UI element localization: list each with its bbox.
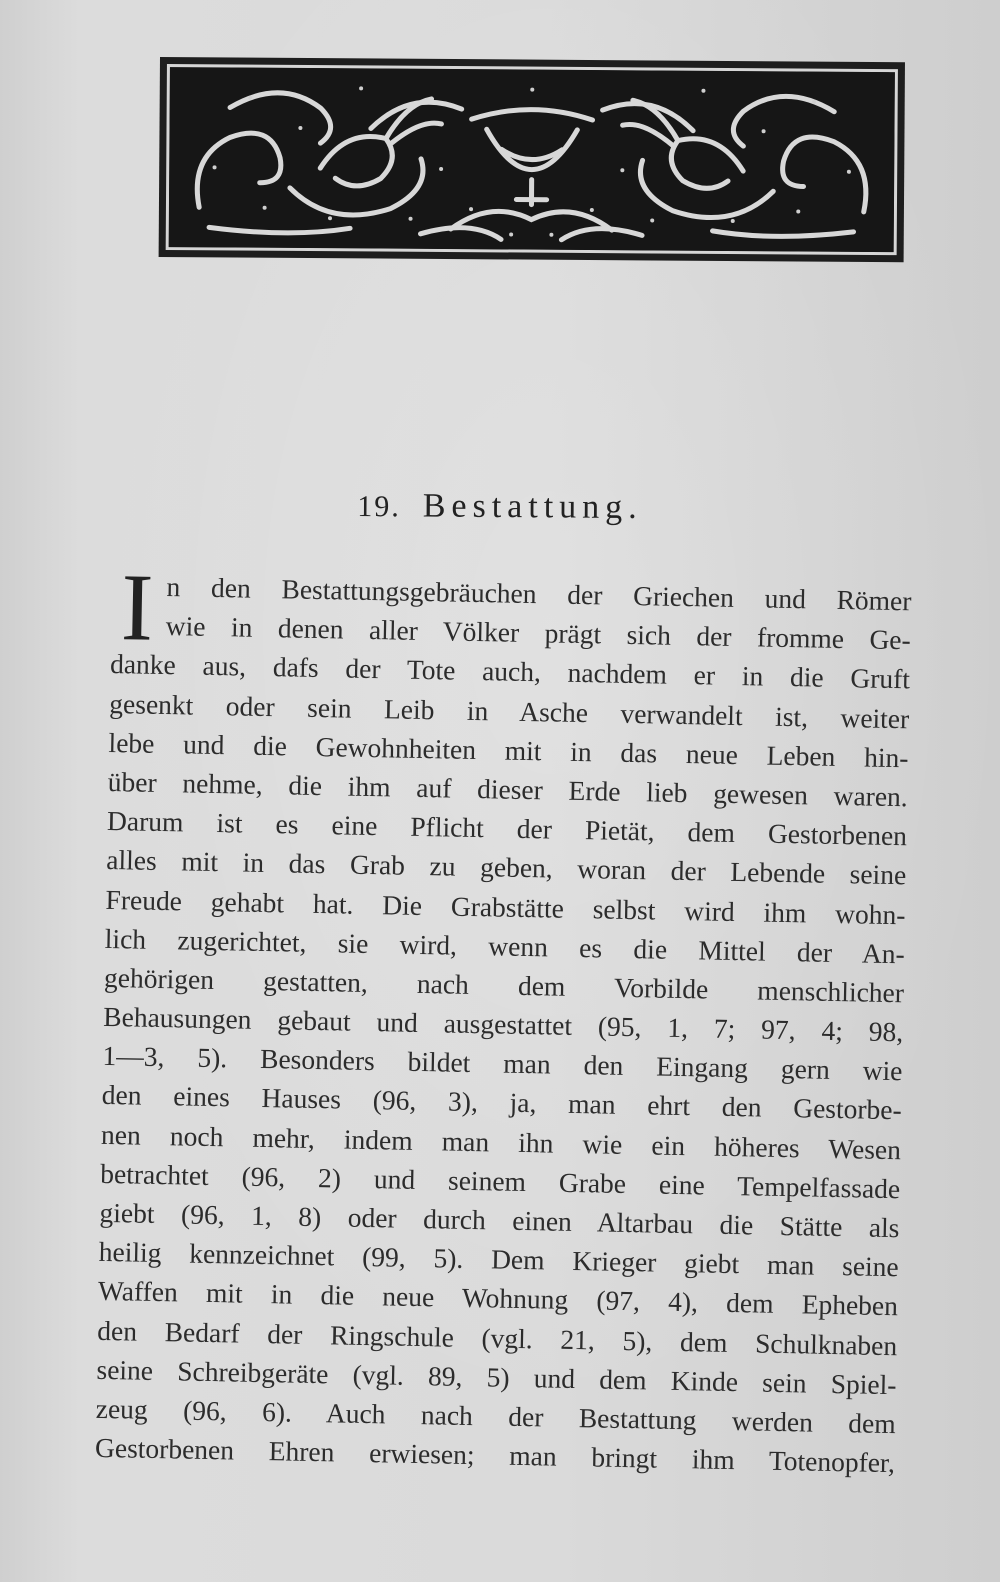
ornamental-headpiece [159, 57, 905, 262]
text-line: den eines Hauses (96, 3), ja, man ehrt den Gestorbe- [101, 1079, 902, 1126]
text-line: danke aus, dafs der Tote auch, nachdem er in die Gruft [109, 648, 911, 695]
ornament-engraving-image [169, 67, 895, 252]
text-line: betrachtet (96, 2) und seinem Grabe eine Tempelfassade [100, 1157, 901, 1205]
chapter-number: 19. [357, 490, 401, 524]
text-line: lebe und die Gewohnheiten mit in das neue Leben hin- [108, 726, 909, 774]
text-line: über nehme, die ihm auf dieser Erde lieb gewesen waren. [107, 765, 909, 813]
text-line: Freude gehabt hat. Die Grabstätte selbst wird ihm wohn- [105, 883, 906, 930]
text-line: lich zugerichtet, sie wird, wenn es die Mittel der An- [104, 922, 906, 969]
text-line: nen noch mehr, indem man ihn wie ein höheres Wesen [100, 1118, 902, 1165]
text-line: den Bedarf der Ringschule (vgl. 21, 5), dem Schulknaben [97, 1314, 898, 1361]
text-line: alles mit in das Grab zu geben, woran der Lebende seine [106, 844, 907, 891]
text-line: wie in denen aller Völker prägt sich der fromme Ge- [165, 610, 912, 656]
text-line: gehörigen gestatten, nach dem Vorbilde menschlicher [103, 961, 905, 1009]
text-line: Waffen mit in die neue Wohnung (97, 4), dem Epheben [97, 1275, 899, 1322]
text-line: seine Schreibgeräte (vgl. 89, 5) und dem Kinde sein Spiel- [96, 1353, 897, 1400]
text-line: Behausungen gebaut und ausgestattet (95, 1, 7; 97, 4; 98, [103, 1000, 904, 1048]
drop-capital: I [120, 553, 155, 661]
text-line: Gestorbenen Ehren erwiesen; man bringt ihm Totenopfer, [94, 1431, 896, 1479]
chapter-heading [0, 485, 1000, 530]
text-line: gesenkt oder sein Leib in Asche verwandelt ist, weiter [109, 687, 910, 734]
text-line: Darum ist es eine Pflicht der Pietät, dem Gestorbenen [106, 805, 908, 852]
text-line: zeug (96, 6). Auch nach der Bestattung werden dem [95, 1392, 896, 1440]
text-line: heilig kennzeichnet (99, 5). Dem Krieger giebt man seine [98, 1236, 899, 1283]
chapter-title-text: Bestattung. [422, 487, 643, 526]
text-line: n den Bestattungsgebräuchen der Griechen und Römer [166, 571, 912, 617]
text-line: 1—3, 5). Besonders bildet man den Eingang gern wie [102, 1040, 903, 1087]
text-line: giebt (96, 1, 8) oder durch einen Altarbau die Stätte als [99, 1196, 900, 1244]
body-text [94, 553, 912, 1483]
